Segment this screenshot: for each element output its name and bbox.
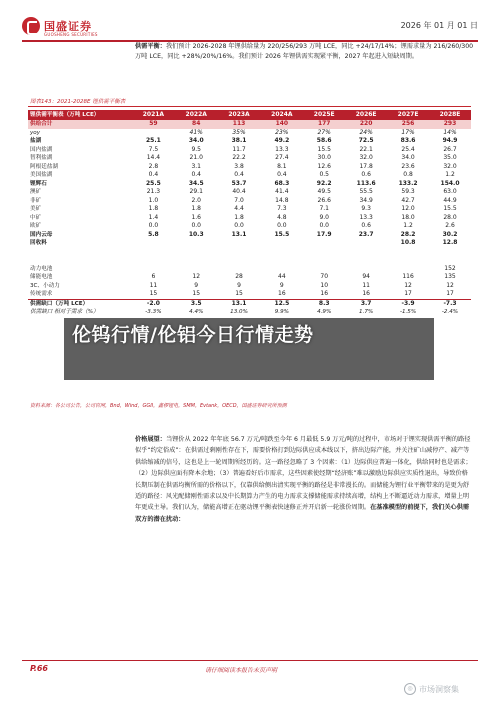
row-label: 美矿 bbox=[30, 206, 42, 212]
table-cell: 32.0 bbox=[443, 162, 457, 170]
table-cell: 23% bbox=[275, 128, 289, 136]
table-cell: 4.4 bbox=[234, 205, 244, 212]
table-cell: 0.0 bbox=[319, 222, 329, 229]
table-cell: 22.2 bbox=[232, 154, 246, 161]
year-header: 2025E bbox=[303, 110, 345, 120]
table-cell: 94.9 bbox=[442, 137, 458, 144]
table-cell: 15.5 bbox=[443, 205, 457, 212]
table-cell: 1.8 bbox=[148, 205, 159, 212]
table-cell: 35% bbox=[232, 128, 246, 136]
table-cell: 23.7 bbox=[358, 230, 374, 238]
page-header bbox=[22, 14, 478, 42]
table-cell: -3.9 bbox=[387, 299, 429, 308]
table-cell: 3.8 bbox=[234, 162, 244, 170]
table-cell: 23.6 bbox=[401, 162, 415, 170]
table-row bbox=[28, 299, 471, 308]
table-cell bbox=[303, 239, 345, 248]
table-cell: 8.3 bbox=[303, 299, 345, 308]
table-cell bbox=[132, 248, 175, 257]
table-cell: 21.3 bbox=[146, 188, 161, 195]
footer-divider bbox=[22, 660, 478, 661]
table-row bbox=[28, 273, 471, 282]
table-cell: 293 bbox=[429, 120, 471, 129]
table-cell: 53.7 bbox=[231, 179, 247, 187]
table-header-label: 锂供需平衡表（万吨 LCE） bbox=[28, 110, 132, 120]
table-cell: 7.0 bbox=[234, 196, 244, 204]
table-cell: 0.4 bbox=[277, 171, 287, 178]
table-cell: 17 bbox=[446, 290, 454, 297]
table-cell: -3.3% bbox=[145, 309, 162, 315]
table-cell: 9.0 bbox=[319, 213, 329, 221]
table-cell: 63.0 bbox=[443, 188, 457, 195]
row-label: 传统需求 bbox=[30, 291, 53, 297]
page-number: P.66 bbox=[30, 664, 48, 673]
table-cell bbox=[260, 265, 303, 274]
table-cell: 0.4 bbox=[148, 171, 159, 178]
table-cell: 4.4% bbox=[189, 309, 204, 315]
footer-disclaimer: 请仔细阅读本报告末页声明 bbox=[205, 667, 278, 674]
table-cell: 21.0 bbox=[189, 154, 203, 161]
table-cell: 0.0 bbox=[234, 222, 244, 229]
table-cell: 34.0 bbox=[401, 154, 415, 161]
row-label: 供给合计 bbox=[28, 120, 132, 129]
outlook-text: 当锂价从 2022 年年底 56.7 万元/吨跌至今年 6 月最低 5.9 万元/吨的过程中，市场对于锂实现供需平衡的路径似乎“约定俗成”：在供需过剩刚性存在下，需要价格打到边际供应成本线以下，挤出边际产能，并关注矿山减停产、减产等供给缩减的信号，这也是上一轮周期所经历的。这一路径忽略了 3 个因素：（1）边际供应普遍一体化，供给同时也是需求；（2）边际供应面有降本余地；（3）普遍看好后市需求，这些因素使经期“经济账”难以激励边际供应实质性退出，导致价格长期压制在供需均衡所需的价格以下，仅靠供给侧出清实现平衡的路径是非常漫长的。而储能为锂行业平衡带来的是更为舒适的路径：风光配储刚性需求以及中长期算力产生的电力需求支撑储能需求持续高增，结构上不断逼近动力需求，增量上明年更成主导。我们认为，储能高增正在驱动锂平衡表快速修正并开启新一轮涨价周期。 bbox=[135, 436, 472, 512]
row-label: 欧矿 bbox=[30, 223, 42, 229]
table-row bbox=[28, 231, 471, 240]
table-row bbox=[28, 214, 471, 223]
table-row bbox=[28, 290, 471, 299]
supply-demand-summary bbox=[135, 42, 475, 62]
table-cell: 72.5 bbox=[358, 137, 374, 144]
table-cell bbox=[132, 256, 175, 265]
table-row bbox=[28, 282, 471, 291]
table-cell: 34.0 bbox=[188, 137, 204, 144]
table-cell bbox=[132, 265, 175, 274]
row-label: 中矿 bbox=[30, 214, 42, 221]
table-cell: 0.0 bbox=[277, 222, 287, 229]
table-cell bbox=[345, 256, 387, 265]
table-cell: 44 bbox=[278, 273, 286, 280]
table-cell bbox=[218, 265, 261, 274]
row-label: 盐湖 bbox=[30, 138, 42, 144]
table-cell: 154.0 bbox=[440, 179, 460, 187]
table-cell: 2.0 bbox=[191, 196, 201, 204]
table-cell: 0.0 bbox=[191, 222, 201, 229]
table-cell: 9.5 bbox=[191, 145, 201, 153]
table-cell: 0.0 bbox=[148, 222, 159, 229]
table-cell: 17.9 bbox=[316, 230, 332, 238]
table-cell: 12.0 bbox=[401, 205, 415, 212]
row-label: 供需缺口 相对于需求（%） bbox=[30, 309, 99, 315]
summary-text: 我们预计 2026-2028 年锂供给量为 220/256/293 万吨 LCE，同比 +24/17/14%；锂需求量为 216/260/300 万吨 LCE，同比 +28%/20%/16%。我们预计 2026 年锂供需实现紧平衡，2027 年起进入短缺周期。 bbox=[135, 43, 474, 60]
table-cell: 9 bbox=[237, 281, 241, 289]
table-cell: 7.1 bbox=[319, 205, 329, 212]
table-cell: 1.4 bbox=[148, 213, 159, 221]
table-cell: 2.6 bbox=[445, 222, 455, 229]
table-cell: 59 bbox=[132, 120, 175, 129]
row-label: 国内盐湖 bbox=[30, 146, 53, 153]
table-cell: 59.3 bbox=[401, 188, 415, 195]
table-row bbox=[28, 171, 471, 180]
table-cell: 92.2 bbox=[316, 179, 332, 187]
table-cell: 15 bbox=[149, 290, 158, 297]
table-cell: 133.2 bbox=[398, 179, 418, 187]
table-cell: 0.5 bbox=[319, 171, 329, 178]
table-cell: 32.0 bbox=[359, 154, 373, 161]
row-label: 动力电池 bbox=[30, 265, 53, 272]
table-cell: 2.8 bbox=[148, 162, 159, 170]
table-cell: 13.0% bbox=[230, 309, 248, 315]
table-row bbox=[28, 188, 471, 197]
table-cell: 256 bbox=[387, 120, 429, 129]
table-cell: -1.5% bbox=[399, 309, 417, 315]
table-cell bbox=[132, 239, 175, 248]
table-cell bbox=[175, 265, 218, 274]
table-cell: 1.8 bbox=[234, 213, 244, 221]
row-label bbox=[28, 256, 132, 265]
outlook-lead: 价格展望： bbox=[135, 436, 166, 443]
table-source: 资料来源：各公司公告，公司官网，Bnd，Wind，GGII，鑫椤锂电，SMM，Evtank，OECD，国盛证券研究所预测 bbox=[30, 403, 287, 409]
table-cell: 22.1 bbox=[359, 145, 373, 153]
watermark bbox=[404, 683, 459, 695]
table-cell: 0.6 bbox=[361, 171, 371, 178]
table-cell: 25.1 bbox=[146, 137, 161, 144]
table-cell: 38.1 bbox=[231, 137, 247, 144]
table-cell: 11.7 bbox=[232, 145, 246, 153]
brand-mark-icon bbox=[22, 17, 40, 35]
summary-lead: 供需平衡： bbox=[135, 43, 166, 50]
table-cell: 18.0 bbox=[401, 213, 415, 221]
table-cell: 24% bbox=[359, 128, 373, 136]
table-cell: 15 bbox=[235, 290, 243, 297]
table-row bbox=[28, 248, 471, 257]
table-row bbox=[28, 120, 471, 129]
table-cell: 10.3 bbox=[188, 230, 204, 238]
table-cell: 14.8 bbox=[275, 196, 289, 204]
table-cell: 1.7% bbox=[359, 309, 374, 315]
table-cell: 28.0 bbox=[443, 213, 457, 221]
row-label bbox=[28, 248, 132, 257]
table-cell: 9.3 bbox=[361, 205, 371, 212]
table-cell bbox=[387, 265, 429, 274]
table-cell: 40.4 bbox=[232, 188, 246, 195]
year-header: 2028E bbox=[429, 110, 471, 120]
table-cell: 13.1 bbox=[231, 230, 247, 238]
table-cell: 1.6 bbox=[191, 213, 201, 221]
row-label: 美国盐湖 bbox=[30, 172, 53, 178]
figure-divider bbox=[28, 106, 471, 107]
row-label: 阿根廷盐湖 bbox=[30, 163, 58, 170]
table-cell bbox=[260, 256, 303, 265]
table-cell: 27.4 bbox=[275, 154, 289, 161]
table-cell: 6 bbox=[151, 273, 156, 280]
table-row bbox=[28, 239, 471, 248]
table-cell: 116 bbox=[402, 273, 414, 280]
row-label: 供需缺口（万吨 LCE） bbox=[28, 299, 132, 308]
table-cell: 27% bbox=[317, 128, 331, 136]
table-cell: 35.0 bbox=[443, 154, 457, 161]
table-cell: 25.4 bbox=[401, 145, 415, 153]
table-cell: 152 bbox=[444, 264, 456, 272]
table-cell bbox=[303, 265, 345, 274]
table-row bbox=[28, 146, 471, 155]
year-header: 2027E bbox=[387, 110, 429, 120]
table-row bbox=[28, 129, 471, 138]
row-label: 智利盐湖 bbox=[30, 155, 53, 161]
table-row bbox=[28, 205, 471, 214]
table-cell: 70 bbox=[320, 273, 329, 280]
table-cell bbox=[218, 248, 261, 257]
table-cell: -2.0 bbox=[132, 299, 175, 308]
table-cell bbox=[175, 256, 218, 265]
brand-name: 国盛证券 bbox=[44, 20, 92, 33]
table-cell: 0.8 bbox=[403, 171, 413, 178]
table-cell: 14% bbox=[443, 128, 457, 136]
table-cell: 16 bbox=[278, 290, 286, 297]
brand-subtitle: GUOSHENG SECURITIES bbox=[44, 32, 98, 37]
row-label: 3C、小动力 bbox=[30, 282, 60, 289]
year-header: 2023A bbox=[218, 110, 261, 120]
table-cell: 9 bbox=[194, 281, 199, 289]
table-cell: 12 bbox=[404, 281, 412, 289]
table-cell: 10 bbox=[320, 281, 329, 289]
row-label: 锂辉石 bbox=[30, 180, 47, 187]
table-cell: 41% bbox=[189, 128, 203, 136]
table-cell bbox=[429, 256, 471, 265]
table-cell: 94 bbox=[362, 273, 370, 280]
year-header: 2022A bbox=[175, 110, 218, 120]
table-cell: 15 bbox=[192, 290, 201, 297]
table-cell: 13.1 bbox=[218, 299, 261, 308]
table-cell: 30.0 bbox=[317, 154, 331, 161]
row-label: 回收料 bbox=[30, 240, 47, 246]
table-cell bbox=[175, 248, 218, 257]
table-cell bbox=[303, 256, 345, 265]
table-cell: 16 bbox=[320, 290, 329, 297]
table-cell: 3.1 bbox=[191, 162, 201, 170]
table-cell: 12 bbox=[446, 281, 454, 289]
price-outlook-section bbox=[135, 434, 473, 525]
table-header-row bbox=[28, 110, 471, 120]
figure-title: 图表143：2021-2028E 锂供需平衡表 bbox=[30, 99, 126, 105]
table-cell: 17% bbox=[401, 128, 415, 136]
table-cell: 9 bbox=[279, 281, 284, 289]
table-cell: 135 bbox=[444, 273, 456, 280]
lithium-balance-table bbox=[28, 110, 471, 317]
table-cell bbox=[260, 239, 303, 248]
year-header: 2024A bbox=[260, 110, 303, 120]
table-cell bbox=[175, 239, 218, 248]
table-cell: 17.8 bbox=[359, 162, 373, 170]
table-cell: 34.5 bbox=[188, 179, 204, 187]
table-cell: 1.8 bbox=[191, 205, 201, 212]
table-cell: 25.5 bbox=[146, 179, 161, 187]
year-header: 2021A bbox=[132, 110, 175, 120]
table-cell: 1.2 bbox=[403, 222, 413, 229]
table-cell: 1.0 bbox=[148, 196, 159, 204]
table-cell bbox=[218, 256, 261, 265]
table-cell: 11 bbox=[362, 281, 370, 289]
table-cell: 44.9 bbox=[443, 196, 457, 204]
table-cell bbox=[345, 239, 387, 248]
table-cell: 13.3 bbox=[359, 213, 373, 221]
table-row bbox=[28, 154, 471, 163]
table-cell: 9.9% bbox=[274, 309, 289, 315]
table-cell bbox=[345, 265, 387, 274]
table-cell: 0.6 bbox=[361, 222, 371, 229]
table-row bbox=[28, 265, 471, 274]
table-cell: 4.8 bbox=[277, 213, 287, 221]
row-label: 国内云母 bbox=[30, 231, 53, 238]
table-cell: 11 bbox=[149, 281, 158, 289]
table-cell: 13.3 bbox=[275, 145, 289, 153]
table-cell: -2.4% bbox=[441, 309, 459, 315]
table-cell bbox=[132, 129, 175, 138]
table-cell: 68.3 bbox=[274, 179, 290, 187]
table-cell: 140 bbox=[260, 120, 303, 129]
outlook-tail: 在基准模型的前提下，我们关心供需双方的潜在扰动： bbox=[135, 504, 470, 523]
table-cell: 7.5 bbox=[148, 145, 159, 153]
table-cell: 42.7 bbox=[401, 196, 415, 204]
table-cell bbox=[345, 248, 387, 257]
table-cell: 26.7 bbox=[443, 145, 457, 153]
table-cell: 8.1 bbox=[277, 162, 287, 170]
table-cell: 0.4 bbox=[234, 171, 244, 178]
table-row bbox=[28, 222, 471, 231]
overlay-banner-text: 伦钨行情/伦铝今日行情走势 bbox=[72, 324, 314, 346]
table-cell: 15.5 bbox=[274, 230, 290, 238]
table-cell bbox=[387, 248, 429, 257]
table-cell: 177 bbox=[303, 120, 345, 129]
table-cell: 49.2 bbox=[274, 137, 290, 144]
table-cell: -7.3 bbox=[429, 299, 471, 308]
table-cell: 28.2 bbox=[400, 230, 416, 238]
table-row bbox=[28, 180, 471, 189]
table-row bbox=[28, 197, 471, 206]
table-cell: 12.8 bbox=[442, 239, 458, 246]
row-label: yoy bbox=[30, 129, 41, 136]
table-cell: 84 bbox=[175, 120, 218, 129]
table-cell: 26.6 bbox=[317, 196, 331, 204]
table-cell: 113.6 bbox=[356, 179, 376, 187]
table-cell: 113 bbox=[218, 120, 261, 129]
table-cell: 3.5 bbox=[175, 299, 218, 308]
table-row bbox=[28, 137, 471, 146]
table-cell: 220 bbox=[345, 120, 387, 129]
table-cell: 12 bbox=[192, 273, 201, 280]
table-cell bbox=[260, 248, 303, 257]
table-cell: 4.9% bbox=[317, 309, 332, 315]
table-cell: 0.4 bbox=[191, 171, 201, 178]
table-cell: 30.2 bbox=[442, 230, 458, 238]
row-label: 非矿 bbox=[30, 197, 42, 204]
table-cell: 3.7 bbox=[345, 299, 387, 308]
table-cell: 10.8 bbox=[400, 239, 416, 246]
report-date: 2026 年 01 月 01 日 bbox=[400, 21, 478, 30]
watermark-icon: ◎ bbox=[404, 683, 416, 695]
table-row bbox=[28, 256, 471, 265]
table-cell: 16 bbox=[362, 290, 370, 297]
table-cell: 7.3 bbox=[277, 205, 287, 212]
table-cell: 49.5 bbox=[317, 188, 331, 195]
watermark-text: 市场洞察集 bbox=[419, 684, 459, 694]
table-cell bbox=[218, 239, 261, 248]
table-cell: 15.5 bbox=[317, 145, 331, 153]
table-cell: 12.5 bbox=[260, 299, 303, 308]
row-label: 储能电池 bbox=[30, 274, 53, 280]
table-cell: 5.8 bbox=[148, 230, 159, 238]
table-row bbox=[28, 163, 471, 172]
table-cell: 58.6 bbox=[316, 137, 332, 144]
year-header: 2026E bbox=[345, 110, 387, 120]
table-cell: 34.9 bbox=[359, 196, 373, 204]
table-cell: 41.4 bbox=[275, 188, 289, 195]
table-row bbox=[28, 308, 471, 317]
table-cell bbox=[387, 256, 429, 265]
table-cell: 83.6 bbox=[400, 137, 416, 144]
table-cell: 17 bbox=[404, 290, 412, 297]
table-cell: 29.1 bbox=[189, 188, 203, 195]
table-cell: 12.6 bbox=[317, 162, 331, 170]
table-cell bbox=[429, 248, 471, 257]
table-cell: 1.2 bbox=[445, 171, 455, 178]
table-cell bbox=[303, 248, 345, 257]
table-cell: 28 bbox=[235, 273, 243, 280]
table-cell: 55.5 bbox=[359, 188, 373, 195]
table-cell: 14.4 bbox=[146, 154, 161, 161]
row-label: 澳矿 bbox=[30, 189, 42, 195]
